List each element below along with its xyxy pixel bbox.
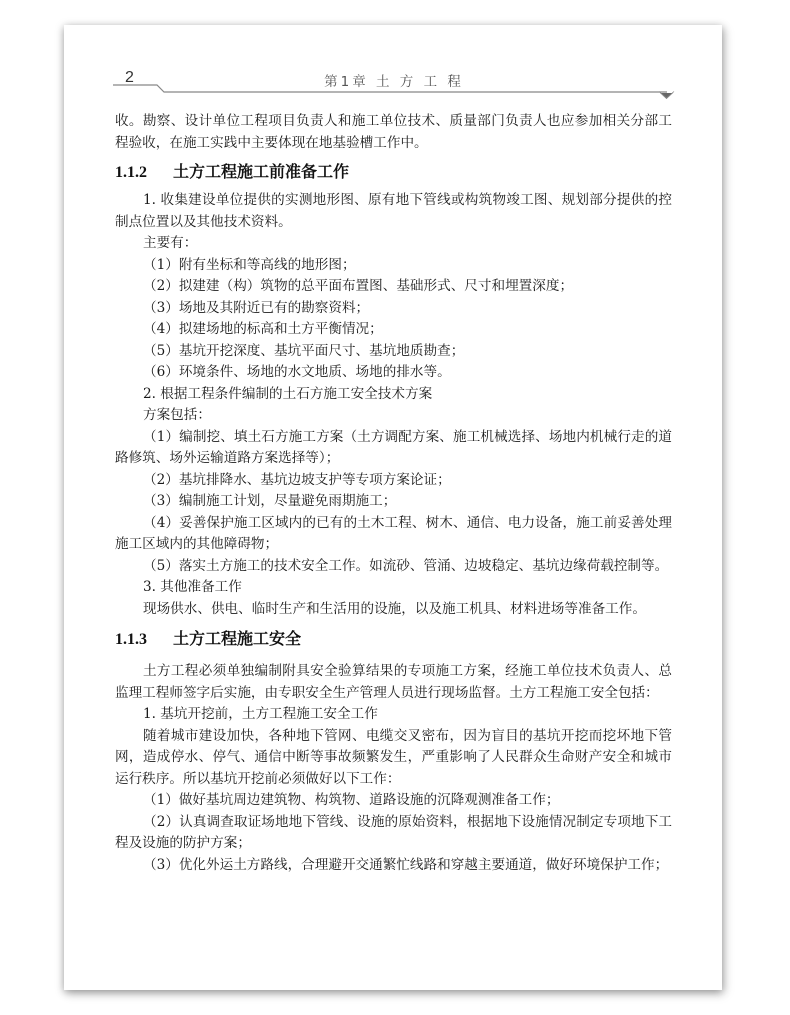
list-item: （2）认真调查取证场地地下管线、设施的原始资料，根据地下设施情况制定专项地下工程及设施的防护方案； bbox=[115, 813, 672, 851]
section-title: 土方工程施工安全 bbox=[173, 629, 302, 648]
item-3-title: 3. 其他准备工作 bbox=[143, 579, 242, 595]
list-item: （1）做好基坑周边建筑物、构筑物、道路设施的沉降观测准备工作； bbox=[143, 792, 560, 808]
list-item: （3）优化外运土方路线，合理避开交通繁忙线路和穿越主要通道，做好环境保护工作； bbox=[143, 856, 669, 873]
chapter-title: 第1章 土 方 工 程 bbox=[324, 74, 464, 90]
body-text bbox=[115, 111, 672, 876]
list-item: （3）编制施工计划，尽量避免雨期施工； bbox=[143, 493, 397, 509]
running-header bbox=[113, 69, 675, 101]
section-heading-1-1-2 bbox=[115, 160, 672, 185]
item-1-title: 1. 收集建设单位提供的实测地形图、原有地下管线或构筑物竣工图、规划部分提供的控制点位置以及其他技术资料。 bbox=[115, 192, 672, 230]
list-item: （3）场地及其附近已有的勘察资料； bbox=[143, 299, 370, 316]
section-number: 1.1.2 bbox=[115, 164, 147, 181]
item-2-title: 2. 根据工程条件编制的土石方施工安全技术方案 bbox=[143, 385, 433, 402]
item-3-text: 现场供水、供电、临时生产和生活用的设施，以及施工机具、材料进场等准备工作。 bbox=[143, 600, 646, 617]
section-heading-1-1-3 bbox=[115, 627, 672, 652]
item-1-title: 1. 基坑开挖前，土方工程施工安全工作 bbox=[143, 706, 378, 722]
list-item: （4）妥善保护施工区域内的已有的土木工程、树木、通信、电力设备，施工前妥善处理施工区域内的其他障碍物； bbox=[115, 514, 672, 552]
list-item: （2）拟建建（构）筑物的总平面布置图、基础形式、尺寸和埋置深度； bbox=[143, 278, 574, 294]
intro-paragraph: 收。勘察、设计单位工程项目负责人和施工单位技术、质量部门负责人也应参加相关分部工程验收，在施工实践中主要体现在地基验槽工作中。 bbox=[115, 113, 672, 151]
item-2-lead: 方案包括： bbox=[143, 407, 211, 423]
page-number: 2 bbox=[125, 69, 134, 86]
section-intro: 土方工程必须单独编制附具安全验算结果的专项施工方案，经施工单位技术负责人、总监理工程师签字后实施，由专职安全生产管理人员进行现场监督。土方工程施工安全包括： bbox=[115, 663, 672, 701]
list-item: （1）附有坐标和等高线的地形图； bbox=[143, 256, 356, 273]
list-item: （5）基坑开挖深度、基坑平面尺寸、基坑地质勘查； bbox=[143, 342, 465, 359]
section-number: 1.1.3 bbox=[115, 631, 147, 648]
list-item: （6）环境条件、场地的水文地质、场地的排水等。 bbox=[143, 364, 451, 380]
list-item: （5）落实土方施工的技术安全工作。如流砂、管涌、边坡稳定、基坑边缘荷载控制等。 bbox=[143, 557, 669, 574]
item-1-lead: 主要有： bbox=[143, 235, 198, 251]
list-item: （1）编制挖、填土石方施工方案（土方调配方案、施工机械选择、场地内机械行走的道路修筑、场外运输道路方案选择等）； bbox=[115, 428, 672, 466]
document-page bbox=[64, 25, 722, 990]
item-1-text: 随着城市建设加快，各种地下管网、电缆交叉密布，因为盲目的基坑开挖而挖坏地下管网，造成停水、停气、通信中断等事故频繁发生，严重影响了人民群众生命财产安全和城市运行秩序。所以基坑开挖前必须做好以下工作： bbox=[115, 727, 672, 787]
section-title: 土方工程施工前准备工作 bbox=[173, 162, 350, 181]
list-item: （4）拟建场地的标高和土方平衡情况； bbox=[143, 321, 383, 337]
list-item: （2）基坑排降水、基坑边坡支护等专项方案论证； bbox=[143, 471, 451, 488]
